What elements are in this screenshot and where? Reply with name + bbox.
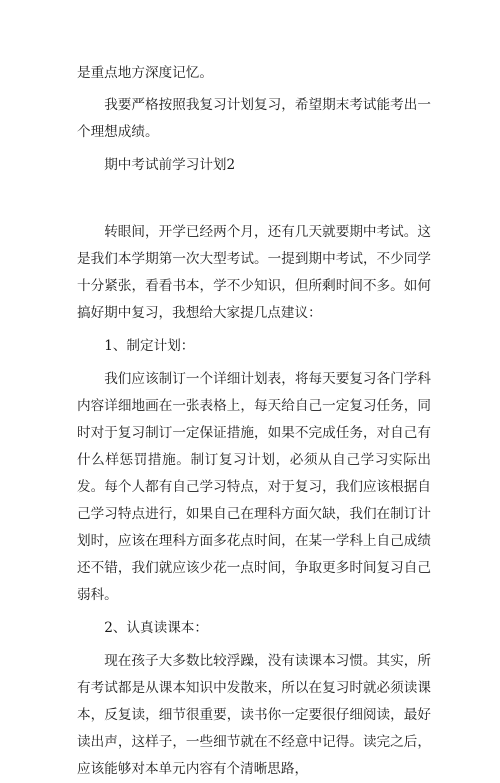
- document-body: [77, 60, 431, 783]
- heading-make-plan: 1、制定计划：: [104, 338, 195, 354]
- paragraph-make-plan: 我们应该制订一个详细计划表，将每天要复习各门学科内容详细地画在一张表格上，每天给自己一定复习任务，同时对于复习制订一定保证措施，如果不完成任务，对自己有什么样惩罚措施。制订复习计划，必须从自己学习实际出发。每个人都有自己学习特点，对于复习，我们应该根据自己学习特点进行，如果自己在理科方面欠缺，我们在制订计划时，应该在理科方面多花点时间，在某一学科上自己成绩还不错，我们就应该少花一点时间，争取更多时间复习自己弱科。: [77, 371, 431, 603]
- paragraph-intro: 转眼间，开学已经两个月，还有几天就要期中考试。这是我们本学期第一次大型考试。一提到期中考试，不少同学十分紧张，看看书本，学不少知识，但所剩时间不多。如何搞好期中复习，我想给大家提几点建议：: [77, 224, 431, 321]
- paragraph-continuation: 是重点地方深度记忆。: [77, 65, 213, 81]
- section-title: 期中考试前学习计划2: [104, 157, 236, 173]
- heading-read-textbook: 2、认真读课本：: [104, 620, 208, 636]
- paragraph-review-goal: 我要严格按照我复习计划复习，希望期末考试能考出一个理想成绩。: [77, 97, 431, 140]
- paragraph-read-textbook: 现在孩子大多数比较浮躁，没有读课本习惯。其实，所有考试都是从课本知识中发散来，所以在复习时就必须读课本，反复读，细节很重要，读书你一定要很仔细阅读，最好读出声，这样子，一些细节就在不经意中记得。读完之后，应该能够对本单元内容有个清晰思路，: [77, 653, 431, 777]
